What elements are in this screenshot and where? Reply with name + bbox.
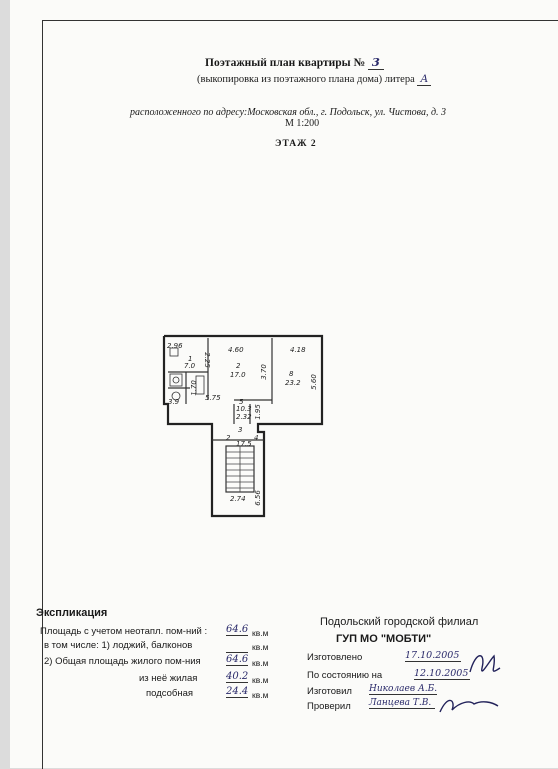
explication-title: Экспликация: [36, 607, 108, 619]
room-number: 5: [239, 398, 244, 406]
made-label: Изготовлено: [307, 652, 363, 663]
explication-row-label: подсобная: [146, 688, 194, 699]
dim-label: 2.96: [167, 342, 183, 350]
room-number: 1: [188, 355, 193, 363]
apartment-number: 3: [368, 55, 384, 70]
maker-label: Изготовил: [307, 686, 352, 697]
explication-row-unit: кв.м: [252, 690, 269, 700]
dim-label: 3.70: [259, 364, 268, 380]
subtitle-prefix: (выкопировка из поэтажного плана дома) литера: [197, 74, 415, 85]
scale-label: М 1:200: [285, 118, 320, 129]
made-date: 17.10.2005: [405, 650, 460, 661]
address-prefix: расположенного по адресу:: [130, 107, 248, 118]
room-area: 3.9: [168, 398, 180, 406]
dim-label: 1.95: [253, 404, 262, 420]
litera-value: А: [417, 73, 431, 86]
checker-label: Проверил: [307, 701, 351, 712]
explication-row-label: Площадь с учетом неотапл. пом-ний :: [40, 626, 208, 637]
org-name: ГУП МО "МОБТИ": [336, 633, 432, 645]
room-area: 10.3: [236, 405, 252, 413]
floor-label: ЭТАЖ 2: [275, 139, 317, 149]
explication-row-unit: кв.м: [252, 642, 269, 652]
explication-row-unit: кв.м: [252, 675, 269, 685]
title-prefix: Поэтажный план квартиры №: [205, 57, 366, 69]
explication-row-label: в том числе: 1) лоджий, балконов: [44, 640, 193, 651]
explication-row-value: 64.6: [226, 624, 249, 635]
dim-label: 6.56: [253, 490, 262, 506]
explication-row-value: [226, 640, 248, 653]
dim-label: 1.70: [189, 380, 198, 396]
room-area: 17.0: [230, 371, 246, 379]
room-area: 7.0: [184, 362, 196, 370]
explication-row-value: 64.6: [226, 654, 249, 665]
state-date: 12.10.2005: [414, 668, 469, 679]
room-area: 23.2: [285, 379, 301, 387]
dim-label: 2.74: [230, 495, 246, 503]
dim-label: 4.18: [290, 346, 306, 354]
state-label: По состоянию на: [307, 670, 383, 681]
explication-row-value: 24.4: [226, 686, 249, 697]
checker-name: Ланцева Т.В.: [369, 698, 435, 709]
room-area: 2.32: [236, 413, 252, 421]
explication-row-value: 40.2: [226, 671, 249, 682]
dim-label: 2.25: [202, 352, 211, 368]
explication-row-unit: кв.м: [252, 658, 269, 668]
explication-row-label: из неё жилая: [139, 673, 198, 684]
explication-row-label: 2) Общая площадь жилого пом-ния: [44, 656, 201, 667]
room-number: 2: [226, 434, 231, 442]
room-number: 8: [289, 370, 294, 378]
org-branch: Подольский городской филиал: [320, 616, 479, 628]
room-area: 17.5: [236, 440, 252, 448]
explication-row-unit: кв.м: [252, 628, 269, 638]
room-number: 4: [254, 434, 259, 442]
dim-label: 5.75: [205, 394, 221, 402]
room-number: 3: [238, 426, 243, 434]
room-number: 2: [236, 362, 241, 370]
address-value: Московская обл., г. Подольск, ул. Чистова, д. 3: [247, 107, 446, 118]
maker-name: Николаев А.Б.: [369, 684, 438, 694]
dim-label: 4.60: [228, 346, 244, 354]
dim-label: 5.60: [309, 374, 318, 390]
